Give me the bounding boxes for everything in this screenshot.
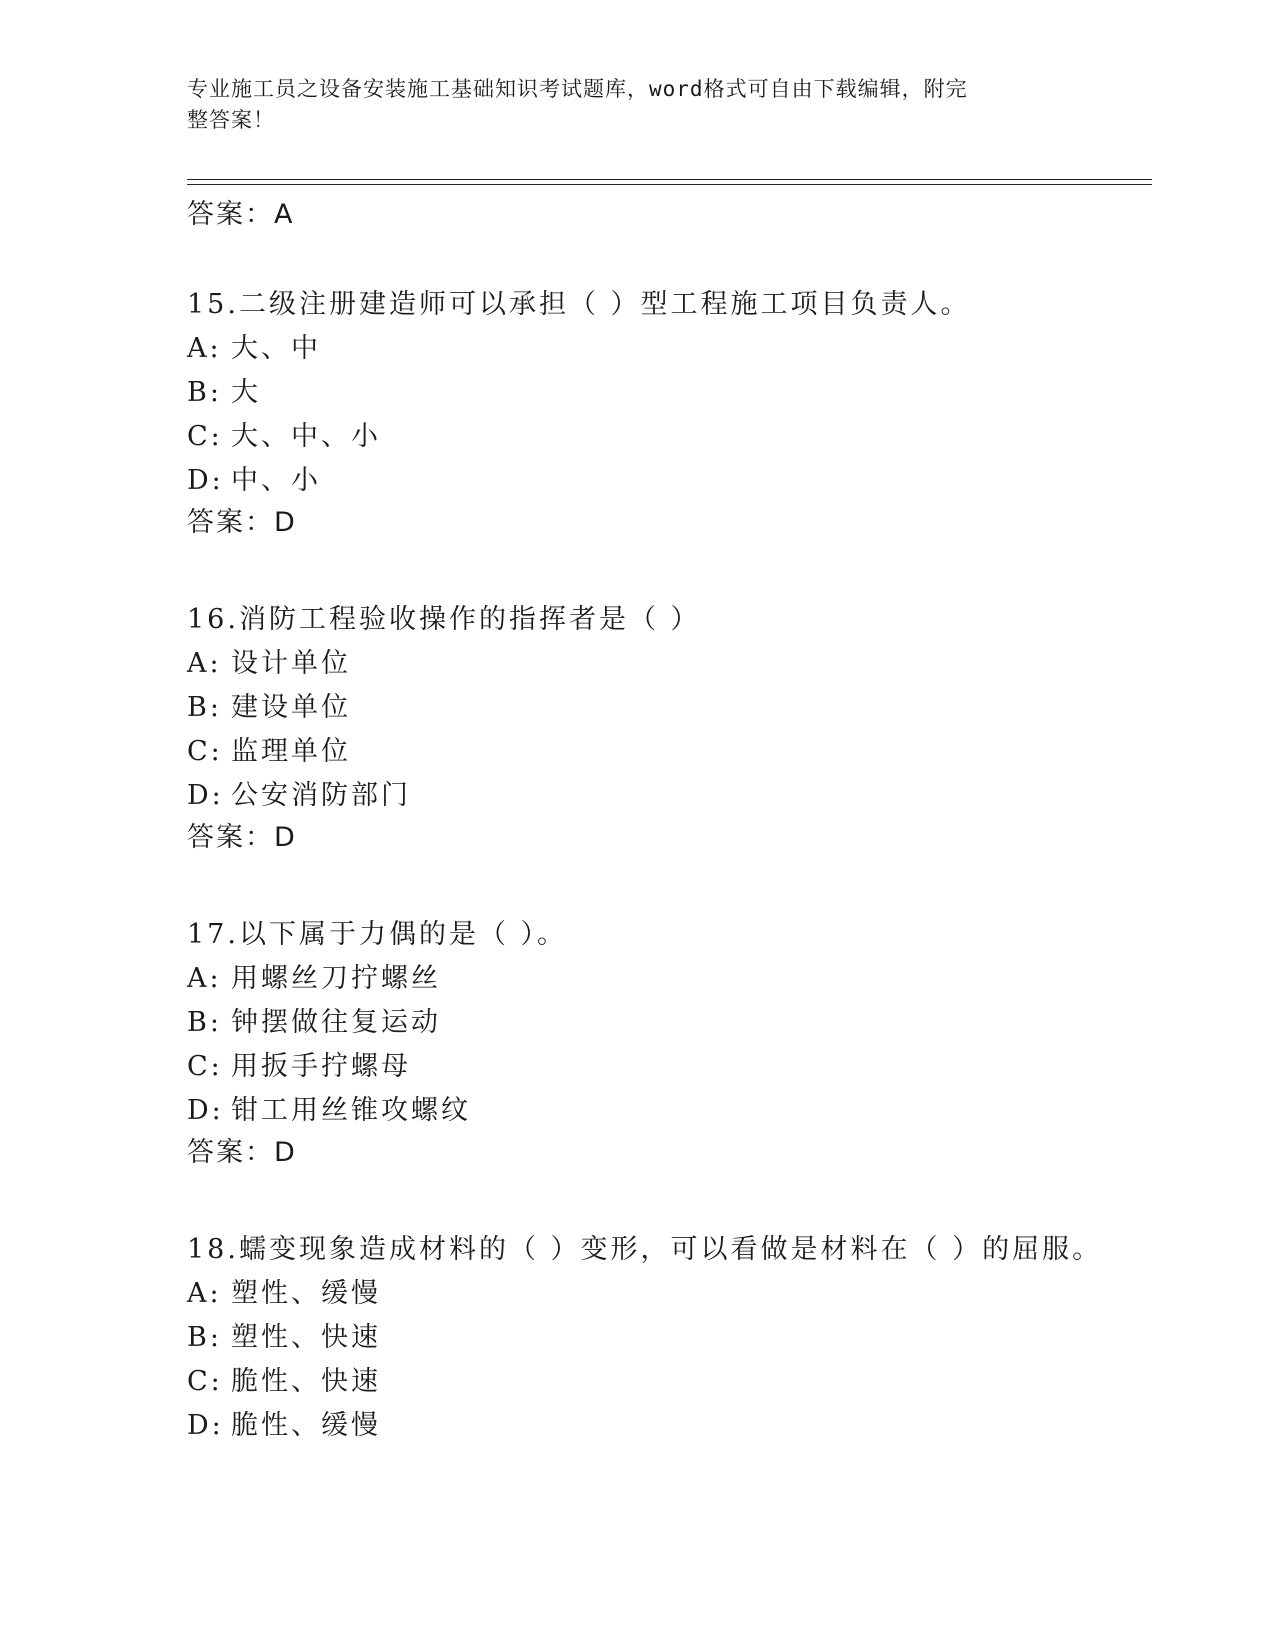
question-17-answer: 答案：D xyxy=(187,1137,297,1168)
question-17-stem: 17.以下属于力偶的是（ ）。 xyxy=(187,919,568,950)
question-15-option-c: C: 大、中、小 xyxy=(187,421,381,452)
question-18-option-d: D: 脆性、缓慢 xyxy=(187,1410,381,1441)
question-17-option-d: D: 钳工用丝锥攻螺纹 xyxy=(187,1095,471,1126)
question-16-option-b: B: 建设单位 xyxy=(187,692,351,723)
question-17-option-c: C: 用扳手拧螺母 xyxy=(187,1051,411,1082)
header-line-2: 整答案！ xyxy=(187,108,275,132)
question-15-option-a: A: 大、中 xyxy=(187,333,321,364)
question-17-option-b: B: 钟摆做往复运动 xyxy=(187,1007,441,1038)
question-15-stem: 15.二级注册建造师可以承担（ ）型工程施工项目负责人。 xyxy=(187,289,971,320)
question-15-option-b: B: 大 xyxy=(187,377,261,408)
question-18-option-b: B: 塑性、快速 xyxy=(187,1322,381,1353)
question-17-option-a: A: 用螺丝刀拧螺丝 xyxy=(187,963,441,994)
question-16-option-d: D: 公安消防部门 xyxy=(187,780,411,811)
header-divider-bottom xyxy=(187,184,1152,185)
question-16-option-a: A: 设计单位 xyxy=(187,648,351,679)
question-18-option-c: C: 脆性、快速 xyxy=(187,1366,381,1397)
page-header xyxy=(187,74,1067,136)
question-16-stem: 16.消防工程验收操作的指挥者是（ ） xyxy=(187,604,701,635)
previous-answer: 答案：A xyxy=(187,199,295,230)
question-18-option-a: A: 塑性、缓慢 xyxy=(187,1278,381,1309)
question-16-option-c: C: 监理单位 xyxy=(187,736,351,767)
question-16-answer: 答案：D xyxy=(187,822,297,853)
header-divider-top xyxy=(187,179,1152,180)
question-18-stem: 18.蠕变现象造成材料的（ ）变形，可以看做是材料在（ ）的屈服。 xyxy=(187,1234,1103,1265)
question-15-option-d: D: 中、小 xyxy=(187,465,321,496)
header-line-1: 专业施工员之设备安装施工基础知识考试题库，word格式可自由下载编辑，附完 xyxy=(187,77,968,101)
question-15-answer: 答案：D xyxy=(187,507,297,538)
